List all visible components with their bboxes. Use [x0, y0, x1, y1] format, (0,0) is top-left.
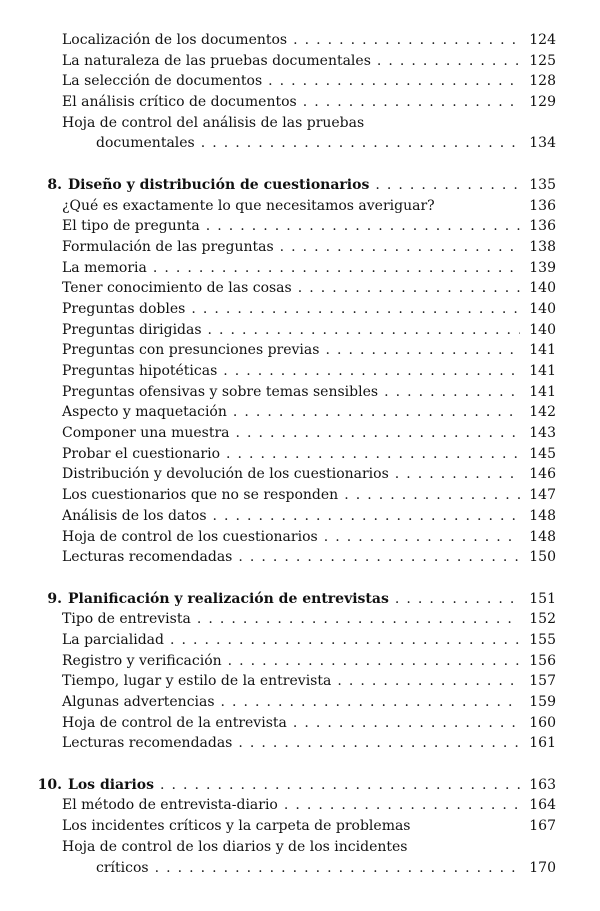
page-number: 141: [529, 342, 556, 359]
page-number: 136: [529, 218, 556, 235]
page-number: 148: [529, 507, 556, 524]
chapter-title: Planificación y realización de entrevistas: [68, 590, 389, 607]
dot-leader: [233, 402, 520, 423]
entry-title: Hoja de control de los cuestionarios: [62, 528, 318, 545]
entry-title: Preguntas hipotéticas: [62, 363, 218, 379]
toc-entry: [0, 216, 600, 237]
dot-leader: [395, 589, 520, 610]
dot-leader: [375, 175, 520, 196]
entry-title: Los cuestionarios que no se responden: [62, 487, 339, 504]
page-number: 167: [529, 818, 556, 835]
dot-leader: [223, 361, 520, 382]
toc-entry: [0, 299, 600, 320]
page-number: 140: [529, 300, 556, 317]
dot-leader: [298, 278, 520, 299]
page-number: 129: [529, 94, 556, 111]
page-number: 140: [529, 321, 556, 338]
entry-title: Tiempo, lugar y estilo de la entrevista: [62, 673, 332, 690]
entry-title: Registro y verificación: [62, 652, 222, 669]
entry-title: Los incidentes críticos y la carpeta de problemas: [62, 818, 411, 835]
toc-entry: [0, 464, 600, 485]
page-number: 136: [529, 197, 556, 214]
entry-title: La naturaleza de las pruebas documentales: [62, 52, 371, 69]
entry-title: ¿Qué es exactamente lo que necesitamos averiguar?: [62, 197, 435, 214]
page-number: 146: [529, 466, 556, 483]
entry-title: Distribución y devolución de los cuestionarios: [62, 466, 389, 483]
entry-title: Hoja de control del análisis de las pruebas: [62, 114, 365, 131]
chapter-heading: [0, 175, 600, 196]
entry-title: El tipo de pregunta: [62, 218, 200, 235]
toc-entry: [0, 237, 600, 258]
page-number: 140: [529, 280, 556, 297]
toc-entry-continuation: [0, 858, 600, 879]
toc-entry: [0, 51, 600, 72]
entry-title: Probar el cuestionario: [62, 445, 221, 462]
dot-leader: [395, 464, 520, 485]
toc-entry: [0, 278, 600, 299]
page-number: 138: [529, 238, 556, 255]
chapter-heading: [0, 589, 600, 610]
toc-entry: [0, 651, 600, 672]
toc-entry: [0, 795, 600, 816]
dot-leader: [325, 340, 520, 361]
entry-title: Hoja de control de los diarios y de los incidentes: [62, 838, 408, 855]
toc-entry: [0, 671, 600, 692]
dot-leader: [337, 671, 520, 692]
page-number: 125: [529, 52, 556, 69]
toc-entry: [0, 71, 600, 92]
page-number: 128: [529, 73, 556, 90]
page-number: 150: [529, 549, 556, 566]
dot-leader: [228, 651, 520, 672]
entry-title: El análisis crítico de documentos: [62, 94, 297, 111]
page-number: 124: [529, 32, 556, 48]
dot-leader: [268, 71, 520, 92]
page-number: 139: [529, 259, 556, 276]
entry-title: Preguntas con presunciones previas: [62, 342, 320, 359]
dot-leader: [208, 320, 520, 341]
toc-entry: [0, 692, 600, 713]
dot-leader: [384, 382, 520, 403]
entry-title: Hoja de control de la entrevista: [62, 714, 287, 731]
page-number: 135: [529, 176, 556, 193]
page-number: 156: [529, 652, 556, 669]
entry-title: Tipo de entrevista: [62, 611, 191, 628]
toc-entry: [0, 816, 600, 837]
chapter-number: 9.: [47, 590, 62, 607]
page-number: 142: [529, 404, 556, 421]
dot-leader: [191, 299, 520, 320]
dot-leader: [377, 51, 520, 72]
toc-entry: [0, 485, 600, 506]
page-number: 134: [529, 135, 556, 152]
toc-entry: [0, 609, 600, 630]
page-number: 145: [529, 445, 556, 462]
page-number: 141: [529, 363, 556, 379]
dot-leader: [170, 630, 520, 651]
toc-entry: [0, 506, 600, 527]
dot-leader: [153, 258, 520, 279]
entry-title: Preguntas ofensivas y sobre temas sensibles: [62, 383, 379, 400]
section-spacer: [0, 568, 600, 589]
dot-leader: [201, 133, 520, 154]
dot-leader: [155, 858, 520, 879]
page-number: 152: [529, 611, 556, 628]
dot-leader: [213, 506, 520, 527]
dot-leader: [236, 423, 520, 444]
entry-title: Análisis de los datos: [62, 507, 207, 524]
toc-entry: [0, 113, 600, 134]
entry-title: Preguntas dobles: [62, 300, 186, 317]
dot-leader: [293, 713, 520, 734]
toc-entry: [0, 837, 600, 858]
toc-entry: [0, 547, 600, 568]
section-spacer: [0, 754, 600, 775]
page-number: 143: [529, 425, 556, 442]
entry-title: La selección de documentos: [62, 73, 263, 90]
entry-title: Lecturas recomendadas: [62, 549, 233, 566]
entry-title: Lecturas recomendadas: [62, 735, 233, 752]
section-spacer: [0, 154, 600, 175]
dot-leader: [197, 609, 520, 630]
toc-entry: [0, 444, 600, 465]
chapter-title: Los diarios: [68, 776, 155, 793]
table-of-contents: [0, 30, 600, 878]
toc-entry: [0, 92, 600, 113]
page-number: 147: [529, 487, 556, 504]
entry-title-continued: documentales: [96, 135, 195, 152]
toc-entry: [0, 340, 600, 361]
toc-entry: [0, 402, 600, 423]
dot-leader: [344, 485, 520, 506]
entry-title-continued: críticos: [96, 859, 149, 876]
chapter-title: Diseño y distribución de cuestionarios: [68, 176, 370, 193]
chapter-heading: [0, 775, 600, 796]
chapter-number: 8.: [47, 176, 62, 193]
dot-leader: [303, 92, 520, 113]
page-number: 170: [529, 859, 556, 876]
toc-entry: [0, 258, 600, 279]
toc-entry: [0, 30, 600, 51]
entry-title: La parcialidad: [62, 631, 164, 648]
page-number: 155: [529, 631, 556, 648]
page-number: 151: [529, 590, 556, 607]
toc-entry: [0, 527, 600, 548]
page-number: 159: [529, 694, 556, 710]
dot-leader: [238, 547, 520, 568]
entry-title: Algunas advertencias: [62, 694, 215, 710]
toc-entry-continuation: [0, 133, 600, 154]
page-number: 164: [529, 797, 556, 814]
toc-entry: [0, 423, 600, 444]
page-number: 161: [529, 735, 556, 752]
dot-leader: [238, 733, 520, 754]
page-number: 157: [529, 673, 556, 690]
page-number: 141: [529, 383, 556, 400]
dot-leader: [226, 444, 520, 465]
dot-leader: [284, 795, 520, 816]
dot-leader: [206, 216, 520, 237]
chapter-number: 10.: [37, 776, 62, 793]
entry-title: Componer una muestra: [62, 425, 230, 442]
toc-entry: [0, 196, 600, 217]
page-number: 163: [529, 776, 556, 793]
entry-title: La memoria: [62, 259, 147, 276]
toc-entry: [0, 733, 600, 754]
toc-entry: [0, 630, 600, 651]
dot-leader: [293, 30, 520, 51]
toc-entry: [0, 361, 600, 382]
page-number: 148: [529, 528, 556, 545]
dot-leader: [324, 527, 520, 548]
page-number: 160: [529, 714, 556, 731]
entry-title: Tener conocimiento de las cosas: [62, 280, 292, 297]
entry-title: Preguntas dirigidas: [62, 321, 202, 338]
dot-leader: [160, 775, 520, 796]
dot-leader: [280, 237, 520, 258]
entry-title: El método de entrevista-diario: [62, 797, 278, 814]
toc-entry: [0, 713, 600, 734]
toc-entry: [0, 382, 600, 403]
toc-entry: [0, 320, 600, 341]
entry-title: Formulación de las preguntas: [62, 238, 274, 255]
entry-title: Aspecto y maquetación: [62, 404, 227, 421]
dot-leader: [221, 692, 520, 713]
entry-title: Localización de los documentos: [62, 32, 288, 48]
